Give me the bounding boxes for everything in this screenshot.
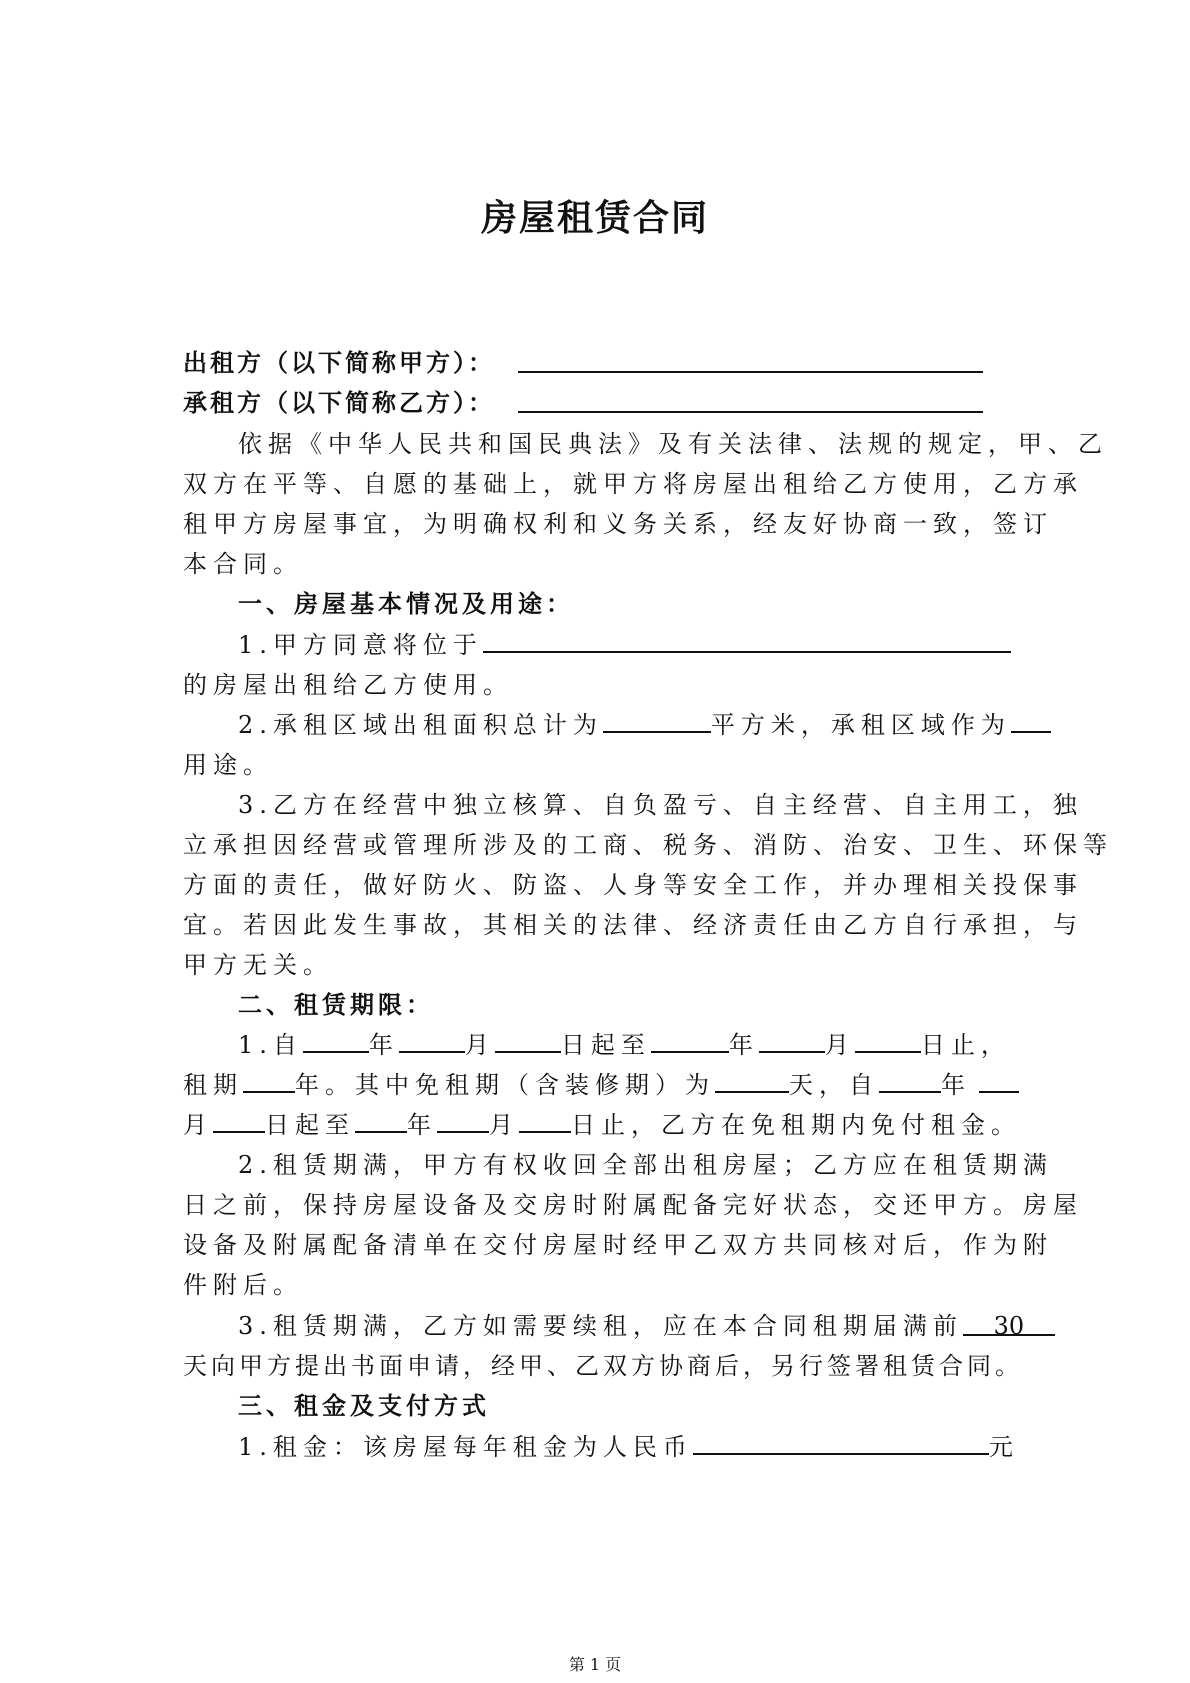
item-text: 3.租赁期满，乙方如需要续租，应在本合同租期届满前 bbox=[238, 1312, 963, 1340]
item-text: 月 bbox=[464, 1031, 495, 1059]
intro-line: 依据《中华人民共和国民典法》及有关法律、法规的规定，甲、乙 bbox=[238, 430, 1108, 458]
section1-item3-line: 立承担因经营或管理所涉及的工商、税务、消防、治安、卫生、环保等 bbox=[183, 831, 1113, 859]
item-text: 年 bbox=[728, 1031, 759, 1059]
usage-blank[interactable] bbox=[1011, 709, 1051, 733]
section2-item1-line1 bbox=[238, 1025, 1011, 1060]
item-text: 天，自 bbox=[789, 1071, 879, 1099]
item-text: 年。其中免租期（含装修期）为 bbox=[295, 1071, 715, 1099]
rent-amount-blank[interactable] bbox=[693, 1431, 989, 1455]
item-text: 平方米，承租区域作为 bbox=[710, 711, 1011, 739]
intro-line: 租甲方房屋事宜，为明确权利和义务关系，经友好协商一致，签订 bbox=[183, 510, 1053, 538]
lessor-field bbox=[183, 343, 495, 378]
free-end-year-blank[interactable] bbox=[355, 1109, 407, 1133]
item-text: 年 bbox=[407, 1111, 437, 1139]
intro-line: 本合同。 bbox=[183, 550, 303, 578]
item-text: 月 bbox=[824, 1031, 855, 1059]
lessee-label: 承租方（以下简称乙方）： bbox=[183, 389, 495, 417]
section2-item3 bbox=[238, 1306, 1055, 1341]
lessee-blank[interactable] bbox=[518, 411, 983, 413]
section2-item1-line3 bbox=[183, 1105, 1021, 1140]
term-years-blank[interactable] bbox=[243, 1069, 295, 1093]
item-text: 租期 bbox=[183, 1071, 243, 1099]
section2-heading: 二、租赁期限： bbox=[238, 991, 434, 1019]
page-number: 第 1 页 bbox=[568, 1655, 622, 1674]
item-text: 日起至 bbox=[265, 1111, 355, 1139]
item-text: 1.甲方同意将位于 bbox=[238, 631, 483, 659]
item-text: 元 bbox=[988, 1433, 1019, 1461]
section1-item2-cont: 用途。 bbox=[183, 751, 273, 779]
section3-item1 bbox=[238, 1427, 1019, 1462]
end-year-blank[interactable] bbox=[651, 1029, 729, 1053]
item-text: 日止， bbox=[920, 1031, 1011, 1059]
item-text: 1.租金：该房屋每年租金为人民币 bbox=[238, 1433, 693, 1461]
free-start-month-blank[interactable] bbox=[979, 1069, 1019, 1093]
section2-item2-line: 设备及附属配备清单在交付房屋时经甲乙双方共同核对后，作为附 bbox=[183, 1231, 1053, 1259]
section1-item3-line: 3.乙方在经营中独立核算、自负盈亏、自主经营、自主用工，独 bbox=[238, 791, 1083, 819]
location-blank[interactable] bbox=[483, 629, 1011, 653]
section3-heading: 三、租金及支付方式 bbox=[238, 1392, 490, 1420]
section1-item1-cont: 的房屋出租给乙方使用。 bbox=[183, 671, 513, 699]
intro-line: 双方在平等、自愿的基础上，就甲方将房屋出租给乙方使用，乙方承 bbox=[183, 470, 1083, 498]
section1-item1 bbox=[238, 625, 1011, 660]
free-start-year-blank[interactable] bbox=[879, 1069, 941, 1093]
start-year-blank[interactable] bbox=[303, 1029, 369, 1053]
end-month-blank[interactable] bbox=[759, 1029, 825, 1053]
document-title: 房屋租赁合同 bbox=[480, 198, 709, 239]
free-end-day-blank[interactable] bbox=[519, 1109, 571, 1133]
item-text: 月 bbox=[489, 1111, 519, 1139]
section2-item2-line: 件附后。 bbox=[183, 1271, 303, 1299]
section2-item1-line2 bbox=[183, 1065, 1019, 1100]
item-text: 1.自 bbox=[238, 1031, 303, 1059]
free-end-month-blank[interactable] bbox=[437, 1109, 489, 1133]
section2-item2-line: 2.租赁期满，甲方有权收回全部出租房屋；乙方应在租赁期满 bbox=[238, 1151, 1053, 1179]
start-day-blank[interactable] bbox=[495, 1029, 561, 1053]
item-text: 2.承租区域出租面积总计为 bbox=[238, 711, 603, 739]
section1-item3-line: 甲方无关。 bbox=[183, 951, 333, 979]
item-text: 年 bbox=[941, 1071, 971, 1099]
item-text: 日止，乙方在免租期内免付租金。 bbox=[571, 1111, 1021, 1139]
end-day-blank[interactable] bbox=[855, 1029, 921, 1053]
start-month-blank[interactable] bbox=[399, 1029, 465, 1053]
lessor-label: 出租方（以下简称甲方）： bbox=[183, 349, 495, 377]
item-text: 月 bbox=[183, 1111, 213, 1139]
lessee-field bbox=[183, 383, 495, 418]
section1-heading: 一、房屋基本情况及用途： bbox=[238, 590, 574, 618]
section2-item3-cont: 天向甲方提出书面申请，经甲、乙双方协商后，另行签署租赁合同。 bbox=[183, 1352, 1023, 1380]
renewal-days-field[interactable]: 30 bbox=[963, 1312, 1055, 1336]
item-text: 日起至 bbox=[560, 1031, 651, 1059]
item-text: 年 bbox=[368, 1031, 399, 1059]
section1-item3-line: 宜。若因此发生事故，其相关的法律、经济责任由乙方自行承担，与 bbox=[183, 911, 1083, 939]
section1-item3-line: 方面的责任，做好防火、防盗、人身等安全工作，并办理相关投保事 bbox=[183, 871, 1083, 899]
area-blank[interactable] bbox=[603, 709, 711, 733]
free-days-blank[interactable] bbox=[715, 1069, 789, 1093]
free-start-day-blank[interactable] bbox=[213, 1109, 265, 1133]
section1-item2 bbox=[238, 705, 1051, 740]
section2-item2-line: 日之前，保持房屋设备及交房时附属配备完好状态，交还甲方。房屋 bbox=[183, 1191, 1083, 1219]
lessor-blank[interactable] bbox=[518, 371, 983, 373]
